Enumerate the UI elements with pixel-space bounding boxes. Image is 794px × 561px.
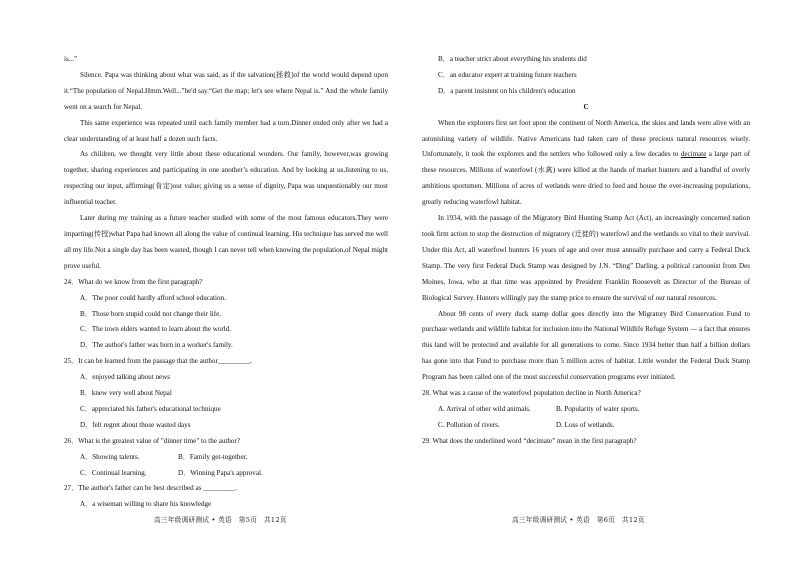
option: A．a wiseman willing to share his knowledge — [80, 500, 212, 509]
option: C．The town elders wanted to learn about the world. — [80, 325, 232, 334]
option-row — [438, 402, 750, 418]
option-row — [80, 466, 388, 482]
question-26: 26．What is the greatest value of "dinner time" to the author? — [64, 436, 240, 445]
page-footer-right: 高三年级调研测试 • 英语 第6页 共12页 — [512, 516, 645, 524]
passage-fragment: is...” — [64, 55, 78, 63]
option: B．knew very well about Nepal — [80, 389, 172, 398]
passage-text: When the explorers first set foot upon the continent of North America, the skies and lands were alive with an astonishing variety of wildlife. Native Americans had taken care of these precious natural resources wisely. Unfortunately, it took the explorers and the settlers who followed only a few decades to — [422, 118, 750, 159]
option: C．an educator expert at training future teachers — [438, 70, 577, 79]
option: D．a parent insistent on his children's education — [438, 86, 576, 95]
option: C．appreciated his father's educational technique — [80, 404, 221, 413]
option: C. Pollution of rivers. — [438, 420, 500, 429]
option: C．Continual learning. — [80, 468, 147, 477]
option: A．enjoyed talking about news — [80, 373, 171, 382]
passage-paragraph: As children, we thought very little about these educational wonders. Our family, however,was growing together, sharing experiences and participating in one another’s education. And by looking at us,listening to us, respecting our input, affirming(肯定)our value; giving us a sense of dignity, Papa was unquestionably our most influential teacher. — [64, 150, 388, 207]
question-28: 28. What was a cause of the waterfowl population decline in North America? — [422, 389, 641, 398]
underlined-word: decimate — [680, 150, 707, 159]
option: B．a teacher strict about everything his students did — [438, 55, 587, 63]
option: D．Winning Papa's approval. — [178, 468, 263, 477]
passage-paragraph: Silence. Papa was thinking about what was said, as if the salvation(拯救)of the world would depend upon it.“The population of Nepal.Hmm.Well...”he'd say.“Get the map; let's see where Nepal is.” And the whole family went on a search for Nepal. — [64, 70, 388, 111]
passage-text: a large part of these resources. Millions of waterfowl (水禽) were killed at the hands of market hunters and a handful of overly ambitious sportsmen. Millions of acres of wetlands were dried to feed and house the ever-increasing populations, greatly reducing waterfowl habitat. — [422, 150, 750, 207]
section-heading: C — [583, 102, 589, 111]
option-row — [80, 450, 388, 466]
option: A．The poor could hardly afford school education. — [80, 293, 226, 302]
question-25: 25．It can be learned from the passage that the author_________. — [64, 357, 252, 366]
option: B．Those born stupid could not change their life. — [80, 309, 222, 318]
passage-paragraph: About 98 cents of every duck stamp dollar goes directly into the Migratory Bird Conservation Fund to purchase wetlands and wildlife habitat for inclusion into the National Wildlife Refuge System — a fact that ensures this land will be protected and available for all generations to come. Since 1934 better than half a billion dollars has gone into that Fund to purchase more than 5 million acres of habitat. Little wonder the Federal Duck Stamp Program has been called one of the most successful conservation programs ever initiated. — [422, 309, 750, 382]
option: B. Popularity of water sports. — [556, 404, 640, 413]
question-24: 24．What do we know from the first paragraph? — [64, 277, 203, 286]
passage-paragraph — [422, 116, 750, 211]
passage-paragraph: In 1934, with the passage of the Migratory Bird Hunting Stamp Act (Act), an increasingly concerned nation took firm action to stop the destruction of migratory (迁徙的) waterfowl and the wetlands so vital to their survival. Under this Act, all waterfowl hunters 16 years of age and over must annually purchase and carry a Federal Duck Stamp. The very first Federal Duck Stamp was designed by J.N. “Ding” Darling, a political cartoonist from Des Moines, Iowa, who at that time was appointed by President Franklin Roosevelt as Director of the Bureau of Biological Survey. Hunters willingly pay the stamp price to ensure the survival of our natural resources. — [422, 214, 750, 302]
page-footer-left: 高三年级调研测试 • 英语 第5页 共12页 — [154, 516, 287, 524]
passage-paragraph: This same experience was repeated until each family member had a turn.Dinner ended only after we had a clear understanding of at least half a dozen such facts. — [64, 118, 388, 143]
option-row — [438, 418, 750, 434]
option: A．Showing talents. — [80, 452, 140, 461]
question-29: 29. What does the underlined word “decimate” mean in the first paragraph? — [422, 436, 637, 445]
option: D．The author's father was born in a worker's family. — [80, 341, 233, 350]
question-27: 27．The author's father can be best described as _________. — [64, 484, 237, 493]
option: B．Family get-together. — [178, 452, 248, 461]
right-page-column — [422, 52, 750, 450]
option: D. Loss of wetlands. — [556, 420, 615, 429]
passage-paragraph: Later during my training as a future teacher studied with some of the most famous educators.They were imparting(传授)what Papa had known all along the value of continual learning. His technique has served me well all my life.Not a single day has been wasted, though I can never tell when knowing the population,of Nepal might prove useful. — [64, 214, 388, 270]
option: D．felt regret about those wasted days — [80, 420, 191, 429]
left-page-column — [64, 52, 388, 513]
option: A. Arrival of other wild animals. — [438, 404, 531, 413]
